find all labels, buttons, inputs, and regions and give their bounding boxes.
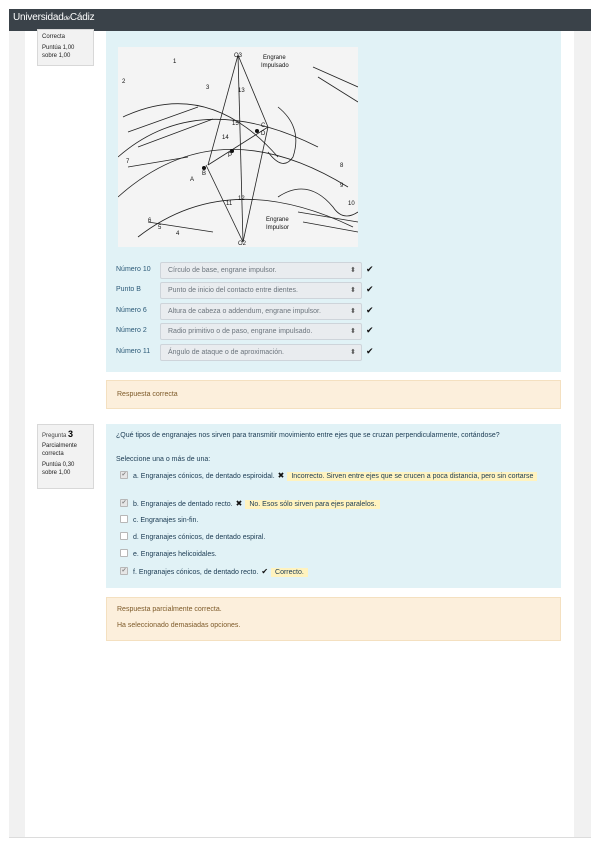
label-4: 4 xyxy=(176,231,180,237)
label-impulsor: Impulsor xyxy=(266,225,290,231)
checkbox[interactable] xyxy=(120,515,128,523)
label-d: D xyxy=(261,131,266,137)
hatch-1 xyxy=(313,67,358,102)
option-feedback: Correcto. xyxy=(271,568,308,577)
label-5: 5 xyxy=(158,225,162,231)
question-2-info xyxy=(37,29,94,66)
driver-tooth xyxy=(278,189,358,216)
label-15: 15 xyxy=(232,121,239,127)
correct-check-icon: ✔ xyxy=(366,325,374,335)
arrow-7 xyxy=(128,157,188,167)
question-number: Pregunta 3 xyxy=(42,429,74,439)
answer-option[interactable]: ✔ f. Engranajes cónicos, de dentado recto. ✔ Correcto. xyxy=(120,566,560,579)
answer-select[interactable]: Punto de inicio del contacto entre dientes. ⬍ xyxy=(160,282,362,299)
circle-arc-4 xyxy=(123,104,278,157)
match-row xyxy=(116,323,376,340)
label-7: 7 xyxy=(126,159,130,165)
answer-select[interactable]: Ángulo de ataque o de aproximación. ⬍ xyxy=(160,344,362,361)
university-logo[interactable]: UniversidaddeCádiz xyxy=(13,12,95,23)
question-text: ¿Qué tipos de engranajes nos sirven para transmitir movimiento entre ejes que se cruzan perpendicularmente, cortándose? xyxy=(116,432,500,439)
answer-select[interactable]: Altura de cabeza o addendum, engrane impulsor. ⬍ xyxy=(160,303,362,320)
label-impulsado: Impulsado xyxy=(261,63,289,69)
label-o3: O3 xyxy=(234,53,243,59)
checkbox[interactable] xyxy=(120,532,128,540)
correct-check-icon: ✔ xyxy=(366,305,374,315)
match-label: Número 6 xyxy=(116,307,147,314)
incorrect-icon: ✖ xyxy=(277,471,285,480)
question-2-feedback: Respuesta correcta xyxy=(106,380,561,409)
label-engrane-1: Engrane xyxy=(263,55,286,61)
label-a: A xyxy=(190,177,195,183)
top-navbar xyxy=(9,9,591,31)
checkbox[interactable] xyxy=(120,549,128,557)
checkbox[interactable]: ✔ xyxy=(121,568,127,575)
label-1: 1 xyxy=(173,59,177,65)
option-feedback: Incorrecto. Sirven entre ejes que se crucen a poca distancia, pero sin cortarse xyxy=(287,472,537,481)
pressure-line-1 xyxy=(206,165,243,242)
question-grade: Puntúa 0,30 sobre 1,00 xyxy=(42,462,75,477)
answer-option[interactable]: e. Engranajes helicoidales. xyxy=(120,549,560,561)
correct-check-icon: ✔ xyxy=(366,284,374,294)
point-b xyxy=(202,166,206,170)
select-arrow-icon: ⬍ xyxy=(350,287,356,294)
match-row xyxy=(116,344,376,361)
answer-select[interactable]: Círculo de base, engrane impulsor. ⬍ xyxy=(160,262,362,279)
option-feedback: No. Esos sólo sirven para ejes paralelos. xyxy=(245,500,380,509)
point-c xyxy=(255,129,259,133)
answer-option[interactable]: ✔ b. Engranajes de dentado recto. ✖ No. Esos sólo sirven para ejes paralelos. xyxy=(120,498,560,511)
label-engrane-2: Engrane xyxy=(266,217,289,223)
answer-option[interactable]: ✔ a. Engranajes cónicos, de dentado espiroidal. ✖ Incorrecto. Sirven entre ejes que se crucen a poca distancia, pero sin cortarse xyxy=(120,470,560,483)
correct-check-icon: ✔ xyxy=(261,567,269,576)
circle-arc-2 xyxy=(118,149,348,197)
correct-check-icon: ✔ xyxy=(366,346,374,356)
label-c: C xyxy=(261,123,266,129)
pressure-line-2 xyxy=(243,127,268,242)
gear-diagram xyxy=(118,47,358,247)
select-arrow-icon: ⬍ xyxy=(350,349,356,356)
incorrect-icon: ✖ xyxy=(235,499,243,508)
label-12: 12 xyxy=(238,196,245,202)
label-b: B xyxy=(202,171,207,177)
label-10: 10 xyxy=(348,201,355,207)
answer-option[interactable]: c. Engranajes sin-fin. xyxy=(120,515,560,527)
label-2: 2 xyxy=(122,79,126,85)
question-3-info xyxy=(37,424,94,489)
select-arrow-icon: ⬍ xyxy=(350,308,356,315)
label-6: 6 xyxy=(148,218,152,224)
label-9: 9 xyxy=(340,183,344,189)
question-prompt: Seleccione una o más de una: xyxy=(116,456,211,463)
general-feedback: Respuesta parcialmente correcta. xyxy=(117,606,222,613)
match-row xyxy=(116,282,376,299)
label-p: P xyxy=(228,153,233,159)
question-state: Parcialmente correcta xyxy=(42,443,78,458)
match-row xyxy=(116,303,376,320)
correct-check-icon: ✔ xyxy=(366,264,374,274)
checkbox[interactable]: ✔ xyxy=(121,500,127,507)
label-o2: O2 xyxy=(238,241,247,247)
checkbox[interactable]: ✔ xyxy=(121,472,127,479)
specific-feedback: Ha seleccionado demasiadas opciones. xyxy=(117,622,241,630)
arrow-2 xyxy=(138,119,213,147)
label-3: 3 xyxy=(206,85,210,91)
match-label: Número 2 xyxy=(116,327,147,334)
label-14: 14 xyxy=(222,135,229,141)
answer-select[interactable]: Radio primitivo o de paso, engrane impulsado. ⬍ xyxy=(160,323,362,340)
hatch-2 xyxy=(298,212,358,232)
match-label: Punto B xyxy=(116,286,141,293)
select-arrow-icon: ⬍ xyxy=(350,328,356,335)
label-11: 11 xyxy=(226,201,233,207)
label-8: 8 xyxy=(340,163,344,169)
question-grade: Puntúa 1,00 sobre 1,00 xyxy=(42,45,75,60)
center-line xyxy=(238,55,243,242)
match-label: Número 10 xyxy=(116,266,151,273)
match-row xyxy=(116,262,376,279)
answer-option[interactable]: d. Engranajes cónicos, de dentado espiral. xyxy=(120,532,560,544)
label-13: 13 xyxy=(238,88,245,94)
match-label: Número 11 xyxy=(116,348,151,355)
question-3-feedback xyxy=(106,597,561,641)
question-state: Correcta xyxy=(42,34,66,40)
select-arrow-icon: ⬍ xyxy=(350,267,356,274)
